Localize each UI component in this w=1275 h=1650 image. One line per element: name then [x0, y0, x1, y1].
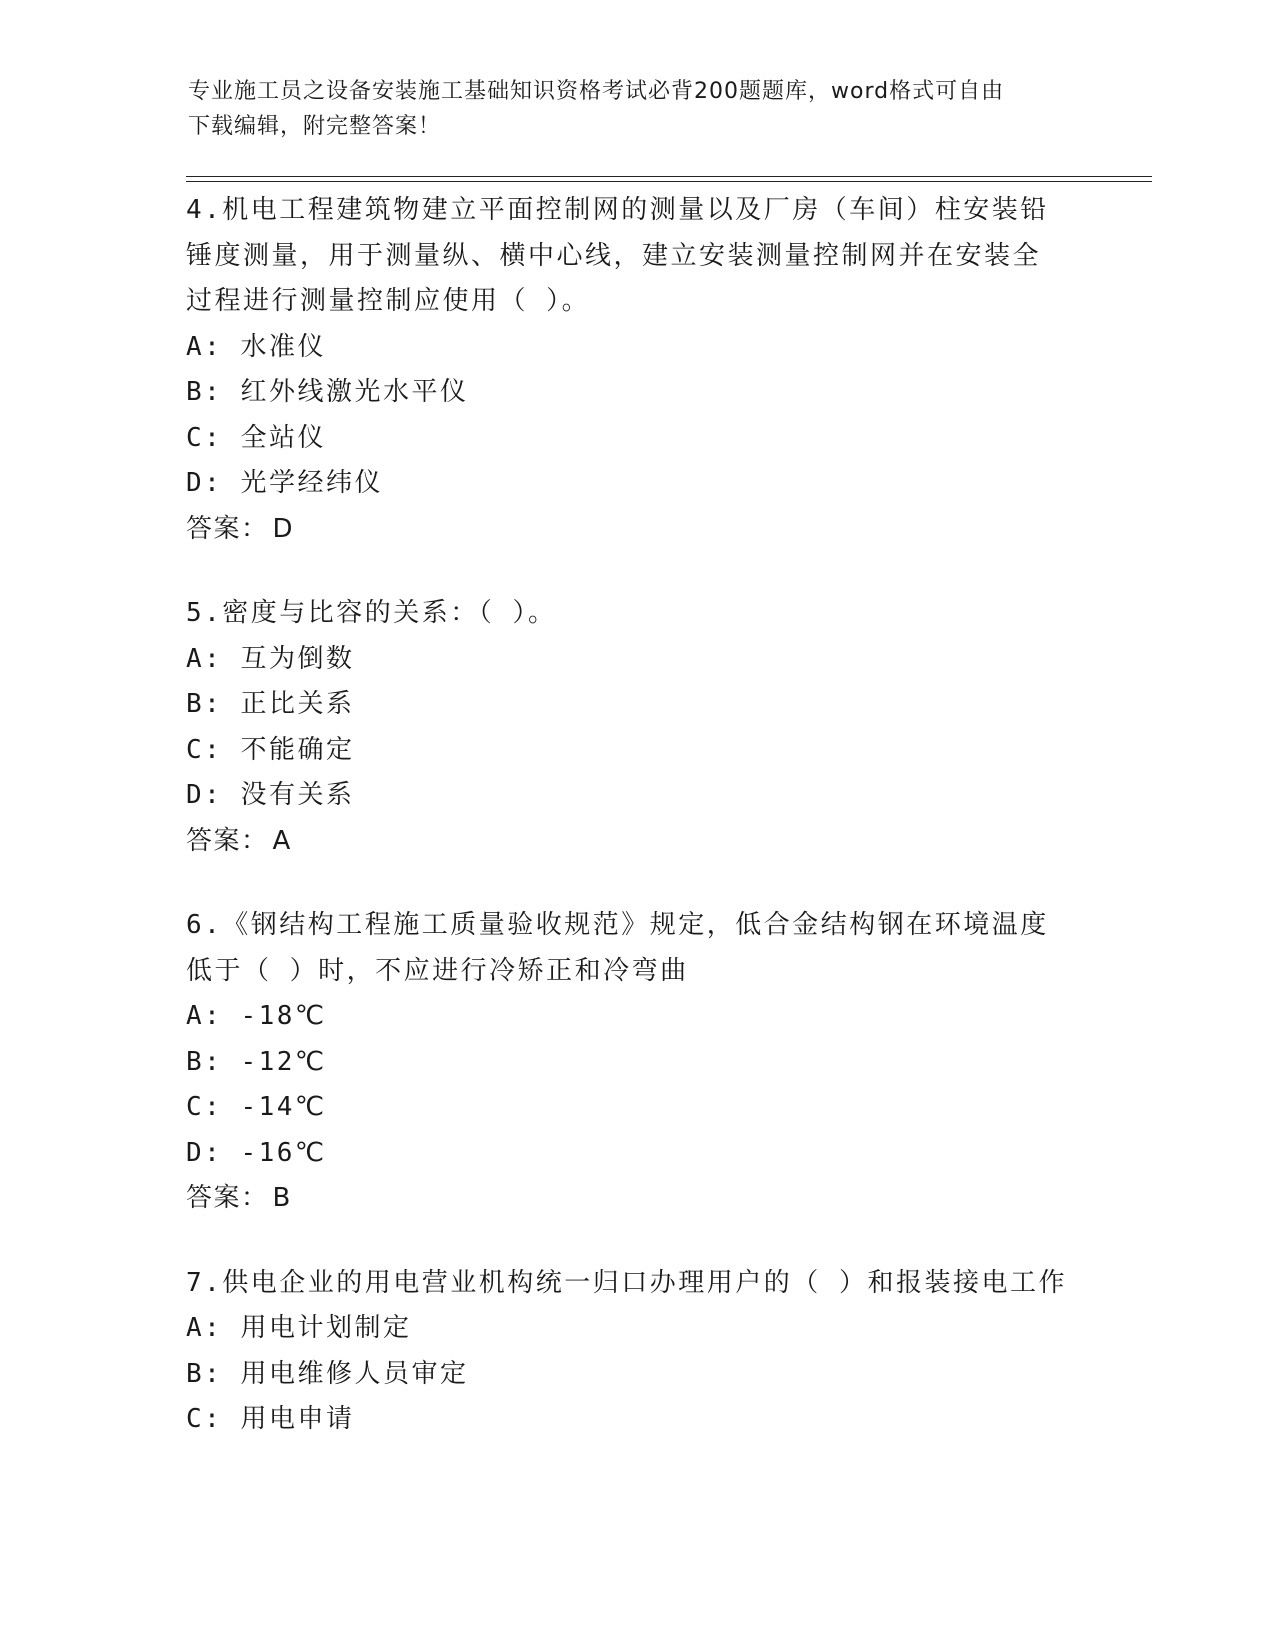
question-stem-line: 4.机电工程建筑物建立平面控制网的测量以及厂房（车间）柱安装铅	[186, 195, 1049, 225]
question-stem-line: 锤度测量，用于测量纵、横中心线，建立安装测量控制网并在安装全	[186, 240, 1042, 271]
question-list	[186, 188, 1086, 1482]
answer-line	[186, 507, 1086, 553]
document-header	[188, 74, 1068, 144]
question-6	[186, 903, 1086, 1222]
question-5	[186, 591, 1086, 864]
answer-value: A	[272, 825, 292, 856]
answer-line	[186, 1176, 1086, 1222]
option-b: B: 用电维修人员审定	[186, 1358, 469, 1389]
answer-value: D	[272, 513, 295, 544]
option-d: D: 光学经纬仪	[186, 468, 383, 498]
option-a: A: 用电计划制定	[186, 1313, 412, 1343]
answer-value: B	[272, 1183, 292, 1213]
option-c: C: -14℃	[186, 1092, 327, 1122]
answer-label: 答案：	[186, 513, 269, 544]
question-stem-line: 5.密度与比容的关系：（ ）。	[186, 598, 557, 628]
option-d: D: -16℃	[186, 1137, 327, 1168]
option-a: A: 水准仪	[186, 331, 326, 362]
option-a: A: -18℃	[186, 1001, 327, 1031]
question-4	[186, 188, 1086, 552]
option-c: C: 全站仪	[186, 422, 326, 453]
answer-label: 答案：	[186, 1183, 269, 1213]
header-line-2: 下载编辑，附完整答案！	[188, 114, 442, 139]
header-rule-bottom	[186, 181, 1152, 182]
header-line-1: 专业施工员之设备安装施工基础知识资格考试必背200题题库，word格式可自由	[188, 79, 1005, 104]
header-rule-top	[186, 176, 1152, 177]
question-stem-line: 6.《钢结构工程施工质量验收规范》规定，低合金结构钢在环境温度	[186, 910, 1049, 940]
answer-label: 答案：	[186, 825, 269, 856]
option-d: D: 没有关系	[186, 780, 355, 810]
answer-line	[186, 819, 1086, 865]
option-b: B: 正比关系	[186, 689, 355, 719]
question-stem-line: 7.供电企业的用电营业机构统一归口办理用户的（ ）和报装接电工作	[186, 1267, 1067, 1298]
question-stem-line: 过程进行测量控制应使用（ ）。	[186, 286, 591, 316]
option-b: B: 红外线激光水平仪	[186, 377, 469, 407]
question-stem-line: 低于（ ）时，不应进行冷矫正和冷弯曲	[186, 955, 689, 986]
option-c: C: 用电申请	[186, 1404, 355, 1434]
question-7	[186, 1261, 1086, 1443]
option-b: B: -12℃	[186, 1046, 327, 1077]
option-a: A: 互为倒数	[186, 643, 355, 674]
option-c: C: 不能确定	[186, 734, 355, 765]
